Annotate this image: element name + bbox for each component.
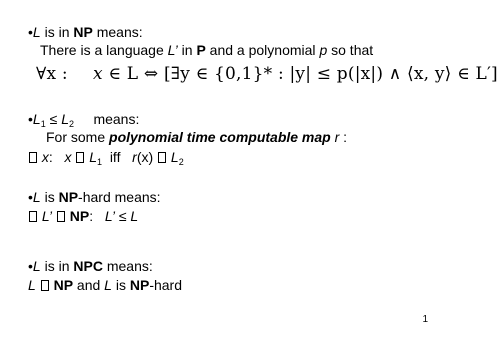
text: so that: [327, 42, 374, 58]
text: means:: [102, 258, 153, 274]
text: iff: [102, 149, 133, 165]
reduction-line3: [28, 149, 184, 170]
text: in: [177, 42, 197, 58]
text: and a polynomial: [205, 42, 320, 58]
text: L: [104, 277, 112, 293]
text: L: [28, 277, 36, 293]
map-phrase: polynomial time computable map: [109, 129, 331, 145]
text: NP: [69, 208, 90, 224]
formula-in-L: ∈ L ⇔: [102, 64, 164, 84]
formula-x: x: [93, 64, 103, 84]
text: L: [32, 258, 41, 274]
text: r: [132, 149, 137, 165]
nphard-line2: [28, 208, 138, 224]
text: means:: [92, 24, 143, 40]
reduction-line2: [46, 129, 347, 145]
text: NP: [129, 277, 150, 293]
text: 2: [178, 157, 184, 167]
elementof-glyph-box: [158, 152, 166, 163]
text: For some: [46, 129, 110, 145]
text: L: [32, 111, 41, 127]
text: :: [89, 208, 105, 224]
text: ≤: [45, 111, 62, 127]
text: 2: [68, 119, 74, 129]
np-formula: [36, 64, 498, 84]
text: L’: [104, 208, 115, 224]
text: :: [48, 149, 65, 165]
text: is in: [40, 24, 74, 40]
npc-line2: [28, 277, 182, 293]
text: is: [40, 189, 59, 205]
text: There is a language: [40, 42, 168, 58]
np-class: NP: [73, 24, 93, 40]
text: L’: [38, 208, 53, 224]
text: L: [32, 189, 41, 205]
text: L: [61, 111, 69, 127]
language-L-prime: L’: [167, 42, 178, 58]
np-definition-line2: [40, 42, 373, 58]
text: x: [38, 149, 49, 165]
bullet: •: [28, 24, 33, 40]
text: L: [130, 208, 139, 224]
bullet: •: [28, 189, 33, 205]
bullet: •: [28, 111, 33, 127]
npc-heading: [28, 258, 153, 274]
text: and: [73, 277, 105, 293]
formula-forall: ∀x :: [36, 64, 68, 84]
text: r: [330, 129, 340, 145]
text: L: [85, 149, 98, 165]
text: NP: [58, 189, 79, 205]
text: 1: [97, 157, 103, 167]
np-definition-heading: [28, 24, 143, 40]
text: NP: [53, 277, 74, 293]
nphard-heading: [28, 189, 161, 205]
text: means:: [74, 111, 140, 127]
text: is in: [40, 258, 74, 274]
text: is: [111, 277, 130, 293]
text: 1: [40, 119, 46, 129]
text: ≤: [114, 208, 131, 224]
elementof-glyph-box: [41, 280, 49, 291]
text: :: [339, 129, 348, 145]
text: x: [64, 149, 72, 165]
p-class: P: [196, 42, 206, 58]
forall-glyph-box: [29, 211, 37, 222]
forall-glyph-box: [29, 152, 37, 163]
elementof-glyph-box: [57, 211, 65, 222]
formula-bracket: [∃y ∈ {0,1}* : |y| ≤ p(|x|) ∧ ⟨x, y⟩ ∈ L′]: [163, 64, 498, 84]
elementof-glyph-box: [76, 152, 84, 163]
polynomial-p: p: [319, 42, 328, 58]
page-number: 1: [422, 314, 428, 325]
text: -hard: [149, 277, 182, 293]
bullet: •: [28, 258, 33, 274]
text: (x): [136, 149, 154, 165]
text: -hard means:: [78, 189, 161, 205]
language-L: L: [32, 24, 41, 40]
text: L: [167, 149, 179, 165]
text: NPC: [73, 258, 103, 274]
